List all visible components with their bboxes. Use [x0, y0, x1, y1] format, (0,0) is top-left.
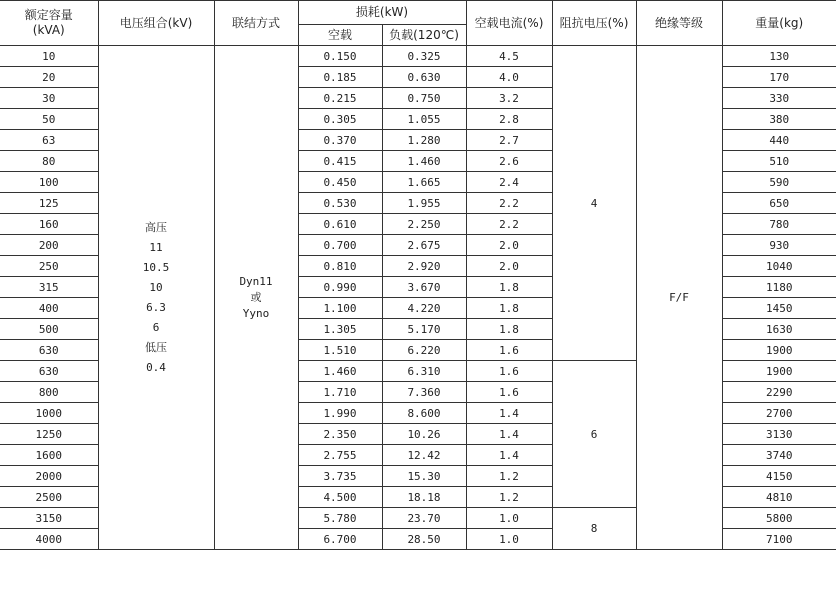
- weight-cell: 590: [722, 172, 836, 193]
- weight-cell: 130: [722, 46, 836, 67]
- capacity-cell: 315: [0, 277, 98, 298]
- table-body: [0, 46, 836, 550]
- noload-loss-cell: 3.735: [298, 466, 382, 487]
- connection-line: Yyno: [242, 306, 270, 320]
- insulation-cell: F/F: [636, 46, 722, 550]
- weight-cell: 1900: [722, 361, 836, 382]
- capacity-cell: 125: [0, 193, 98, 214]
- weight-cell: 3740: [722, 445, 836, 466]
- load-loss-cell: 0.630: [382, 67, 466, 88]
- load-loss-cell: 4.220: [382, 298, 466, 319]
- noload-loss-cell: 0.370: [298, 130, 382, 151]
- noload-current-cell: 2.8: [466, 109, 552, 130]
- load-loss-cell: 1.665: [382, 172, 466, 193]
- noload-loss-cell: 0.810: [298, 256, 382, 277]
- capacity-cell: 200: [0, 235, 98, 256]
- load-loss-cell: 6.310: [382, 361, 466, 382]
- noload-current-cell: 2.7: [466, 130, 552, 151]
- noload-loss-cell: 1.710: [298, 382, 382, 403]
- capacity-cell: 630: [0, 340, 98, 361]
- header-insulation: 绝缘等级: [636, 1, 722, 46]
- weight-cell: 2290: [722, 382, 836, 403]
- capacity-cell: 800: [0, 382, 98, 403]
- capacity-cell: 2000: [0, 466, 98, 487]
- load-loss-cell: 2.675: [382, 235, 466, 256]
- noload-current-cell: 1.2: [466, 466, 552, 487]
- impedance-cell: 8: [552, 508, 636, 550]
- noload-loss-cell: 1.305: [298, 319, 382, 340]
- capacity-cell: 630: [0, 361, 98, 382]
- capacity-cell: 1000: [0, 403, 98, 424]
- voltage-line: 10: [149, 280, 163, 294]
- capacity-cell: 2500: [0, 487, 98, 508]
- capacity-cell: 1250: [0, 424, 98, 445]
- capacity-cell: 3150: [0, 508, 98, 529]
- noload-current-cell: 1.6: [466, 340, 552, 361]
- weight-cell: 170: [722, 67, 836, 88]
- capacity-cell: 4000: [0, 529, 98, 550]
- noload-current-cell: 2.0: [466, 256, 552, 277]
- noload-loss-cell: 0.150: [298, 46, 382, 67]
- weight-cell: 1630: [722, 319, 836, 340]
- weight-cell: 650: [722, 193, 836, 214]
- voltage-line: 低压: [145, 340, 167, 354]
- weight-cell: 4810: [722, 487, 836, 508]
- noload-current-cell: 2.2: [466, 193, 552, 214]
- header-rated-capacity: 额定容量 (kVA): [0, 1, 98, 46]
- load-loss-cell: 0.750: [382, 88, 466, 109]
- noload-loss-cell: 2.755: [298, 445, 382, 466]
- load-loss-cell: 12.42: [382, 445, 466, 466]
- capacity-cell: 20: [0, 67, 98, 88]
- capacity-cell: 500: [0, 319, 98, 340]
- noload-loss-cell: 0.215: [298, 88, 382, 109]
- connection-cell: [214, 46, 298, 550]
- load-loss-cell: 8.600: [382, 403, 466, 424]
- load-loss-cell: 10.26: [382, 424, 466, 445]
- noload-current-cell: 1.8: [466, 319, 552, 340]
- noload-current-cell: 1.8: [466, 277, 552, 298]
- noload-current-cell: 1.0: [466, 508, 552, 529]
- noload-loss-cell: 2.350: [298, 424, 382, 445]
- voltage-line: 0.4: [146, 360, 166, 374]
- noload-current-cell: 2.0: [466, 235, 552, 256]
- noload-current-cell: 1.8: [466, 298, 552, 319]
- weight-cell: 2700: [722, 403, 836, 424]
- noload-loss-cell: 0.305: [298, 109, 382, 130]
- load-loss-cell: 6.220: [382, 340, 466, 361]
- noload-current-cell: 2.6: [466, 151, 552, 172]
- load-loss-cell: 28.50: [382, 529, 466, 550]
- load-loss-cell: 1.280: [382, 130, 466, 151]
- capacity-cell: 1600: [0, 445, 98, 466]
- noload-loss-cell: 0.610: [298, 214, 382, 235]
- noload-loss-cell: 1.510: [298, 340, 382, 361]
- connection-line: Dyn11: [239, 274, 273, 288]
- weight-cell: 930: [722, 235, 836, 256]
- header-weight: 重量(kg): [722, 1, 836, 46]
- load-loss-cell: 0.325: [382, 46, 466, 67]
- weight-cell: 510: [722, 151, 836, 172]
- noload-loss-cell: 0.450: [298, 172, 382, 193]
- noload-loss-cell: 4.500: [298, 487, 382, 508]
- noload-current-cell: 4.5: [466, 46, 552, 67]
- noload-loss-cell: 6.700: [298, 529, 382, 550]
- impedance-cell: 4: [552, 46, 636, 361]
- capacity-cell: 30: [0, 88, 98, 109]
- load-loss-cell: 5.170: [382, 319, 466, 340]
- table-row: [0, 46, 836, 67]
- noload-current-cell: 1.4: [466, 445, 552, 466]
- load-loss-cell: 2.920: [382, 256, 466, 277]
- noload-current-cell: 4.0: [466, 67, 552, 88]
- weight-cell: 5800: [722, 508, 836, 529]
- load-loss-cell: 15.30: [382, 466, 466, 487]
- header-voltage-combo: 电压组合(kV): [98, 1, 214, 46]
- capacity-cell: 400: [0, 298, 98, 319]
- noload-loss-cell: 0.530: [298, 193, 382, 214]
- weight-cell: 7100: [722, 529, 836, 550]
- capacity-cell: 80: [0, 151, 98, 172]
- weight-cell: 1450: [722, 298, 836, 319]
- noload-loss-cell: 5.780: [298, 508, 382, 529]
- noload-current-cell: 1.0: [466, 529, 552, 550]
- noload-current-cell: 2.2: [466, 214, 552, 235]
- voltage-combo-cell: [98, 46, 214, 550]
- noload-loss-cell: 0.415: [298, 151, 382, 172]
- weight-cell: 1040: [722, 256, 836, 277]
- noload-loss-cell: 0.990: [298, 277, 382, 298]
- load-loss-cell: 3.670: [382, 277, 466, 298]
- load-loss-cell: 1.460: [382, 151, 466, 172]
- load-loss-cell: 18.18: [382, 487, 466, 508]
- noload-current-cell: 1.2: [466, 487, 552, 508]
- noload-loss-cell: 0.185: [298, 67, 382, 88]
- weight-cell: 780: [722, 214, 836, 235]
- load-loss-cell: 2.250: [382, 214, 466, 235]
- noload-current-cell: 1.6: [466, 382, 552, 403]
- header-loss-noload: 空载: [298, 25, 382, 46]
- noload-current-cell: 1.6: [466, 361, 552, 382]
- noload-current-cell: 1.4: [466, 403, 552, 424]
- weight-cell: 1900: [722, 340, 836, 361]
- voltage-line: 10.5: [142, 260, 170, 274]
- noload-loss-cell: 0.700: [298, 235, 382, 256]
- capacity-cell: 63: [0, 130, 98, 151]
- header-loss: 损耗(kW): [298, 1, 466, 25]
- weight-cell: 380: [722, 109, 836, 130]
- noload-current-cell: 2.4: [466, 172, 552, 193]
- voltage-line: 高压: [145, 220, 167, 234]
- capacity-cell: 100: [0, 172, 98, 193]
- voltage-line: 6: [152, 320, 160, 334]
- noload-current-cell: 1.4: [466, 424, 552, 445]
- capacity-cell: 160: [0, 214, 98, 235]
- load-loss-cell: 1.955: [382, 193, 466, 214]
- noload-loss-cell: 1.990: [298, 403, 382, 424]
- noload-loss-cell: 1.460: [298, 361, 382, 382]
- weight-cell: 4150: [722, 466, 836, 487]
- weight-cell: 1180: [722, 277, 836, 298]
- load-loss-cell: 7.360: [382, 382, 466, 403]
- impedance-cell: 6: [552, 361, 636, 508]
- header-loss-load: 负载(120℃): [382, 25, 466, 46]
- weight-cell: 330: [722, 88, 836, 109]
- capacity-cell: 10: [0, 46, 98, 67]
- connection-line: 或: [250, 290, 262, 304]
- voltage-line: 6.3: [146, 300, 166, 314]
- weight-cell: 3130: [722, 424, 836, 445]
- noload-loss-cell: 1.100: [298, 298, 382, 319]
- header-connection: 联结方式: [214, 1, 298, 46]
- load-loss-cell: 23.70: [382, 508, 466, 529]
- header-impedance: 阻抗电压(%): [552, 1, 636, 46]
- voltage-line: 11: [149, 240, 163, 254]
- capacity-cell: 250: [0, 256, 98, 277]
- weight-cell: 440: [722, 130, 836, 151]
- noload-current-cell: 3.2: [466, 88, 552, 109]
- header-noload-current: 空载电流(%): [466, 1, 552, 46]
- capacity-cell: 50: [0, 109, 98, 130]
- load-loss-cell: 1.055: [382, 109, 466, 130]
